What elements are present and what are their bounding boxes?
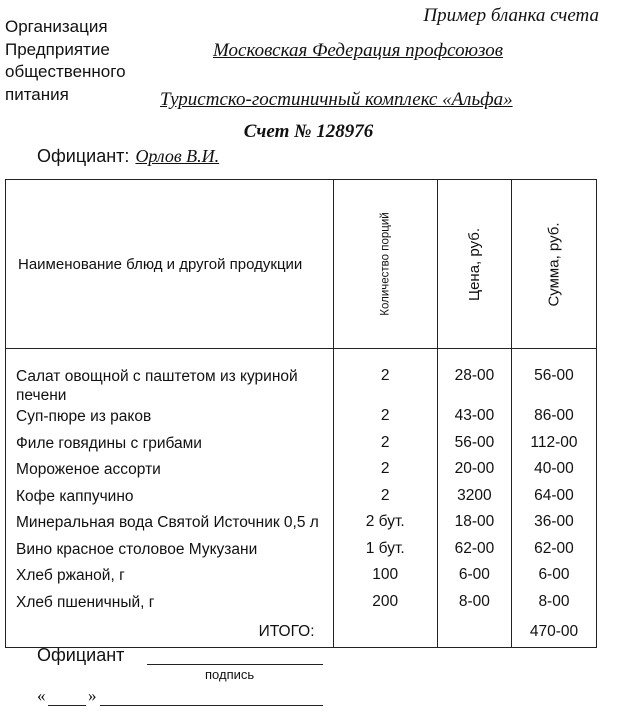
item-name: Кофе каппучино [6,485,334,512]
table-row [6,458,597,485]
total-sum: 470-00 [511,617,596,648]
item-sum: 64-00 [511,485,596,512]
table-header-row [6,180,597,349]
item-sum: 112-00 [511,432,596,459]
item-price: 56-00 [437,432,511,459]
item-name: Минеральная вода Святой Источник 0,5 л [6,511,334,538]
item-qty: 2 [333,405,437,432]
table-row [6,538,597,565]
table-row [6,564,597,591]
complex-name: Туристско-гостиничный комплекс «Альфа» [160,89,513,110]
item-price: 20-00 [437,458,511,485]
sample-title: Пример бланка счета [423,5,599,26]
date-quote-open: « [37,686,46,705]
signature-line[interactable] [147,664,323,665]
item-qty: 2 [333,485,437,512]
item-qty: 2 [333,349,437,406]
table-row [6,591,597,618]
item-qty: 100 [333,564,437,591]
bill-table [5,179,597,648]
item-name: Вино красное столовое Мукузани [6,538,334,565]
signature-caption: подпись [205,667,255,682]
invoice-title: Счет № 128976 [243,121,374,142]
org-line: Организация [5,17,108,36]
header-qty-label: Количество порций [379,212,392,316]
item-qty: 2 бут. [333,511,437,538]
table-row [6,485,597,512]
header-sum [511,180,596,349]
date-quote-close: » [88,686,97,705]
item-sum: 40-00 [511,458,596,485]
item-qty: 2 [333,458,437,485]
item-price: 28-00 [437,349,511,406]
item-sum: 8-00 [511,591,596,618]
item-name: Хлеб ржаной, г [6,564,334,591]
waiter-name: Орлов В.И. [135,146,220,166]
item-name: Филе говядины с грибами [6,432,334,459]
item-qty: 1 бут. [333,538,437,565]
header-price-label: Цена, руб. [465,227,483,301]
item-price: 43-00 [437,405,511,432]
waiter-line [37,146,219,167]
org-line: Предприятие [5,39,110,59]
header-sum-label: Сумма, руб. [545,221,563,307]
item-name: Салат овощной с паштетом из куриной печени [6,349,334,406]
item-name: Суп-пюре из раков [6,405,334,432]
item-price: 6-00 [437,564,511,591]
table-row [6,405,597,432]
date-month-line[interactable] [100,705,323,706]
item-sum: 62-00 [511,538,596,565]
item-sum: 56-00 [511,349,596,406]
item-price: 62-00 [437,538,511,565]
item-sum: 86-00 [511,405,596,432]
item-name: Хлеб пшеничный, г [6,591,334,618]
org-line: питания [5,84,69,104]
total-row [6,617,597,648]
item-qty: 2 [333,432,437,459]
organization-block [5,16,126,106]
total-qty-empty [333,617,437,648]
footer-waiter-label: Официант [37,645,125,665]
item-price: 18-00 [437,511,511,538]
item-qty: 200 [333,591,437,618]
item-name: Мороженое ассорти [6,458,334,485]
item-sum: 6-00 [511,564,596,591]
item-price: 3200 [437,485,511,512]
date-day-line[interactable] [48,705,86,706]
total-label: ИТОГО: [6,617,334,648]
header-name: Наименование блюд и другой продукции [6,180,334,349]
total-price-empty [437,617,511,648]
item-sum: 36-00 [511,511,596,538]
table-row [6,511,597,538]
org-line: общественного [5,62,126,81]
table-row [6,432,597,459]
waiter-label: Официант: [37,146,130,166]
item-price: 8-00 [437,591,511,618]
header-qty [333,180,437,349]
header-price [437,180,511,349]
table-row [6,349,597,406]
federation-name: Московская Федерация профсоюзов [213,40,503,61]
